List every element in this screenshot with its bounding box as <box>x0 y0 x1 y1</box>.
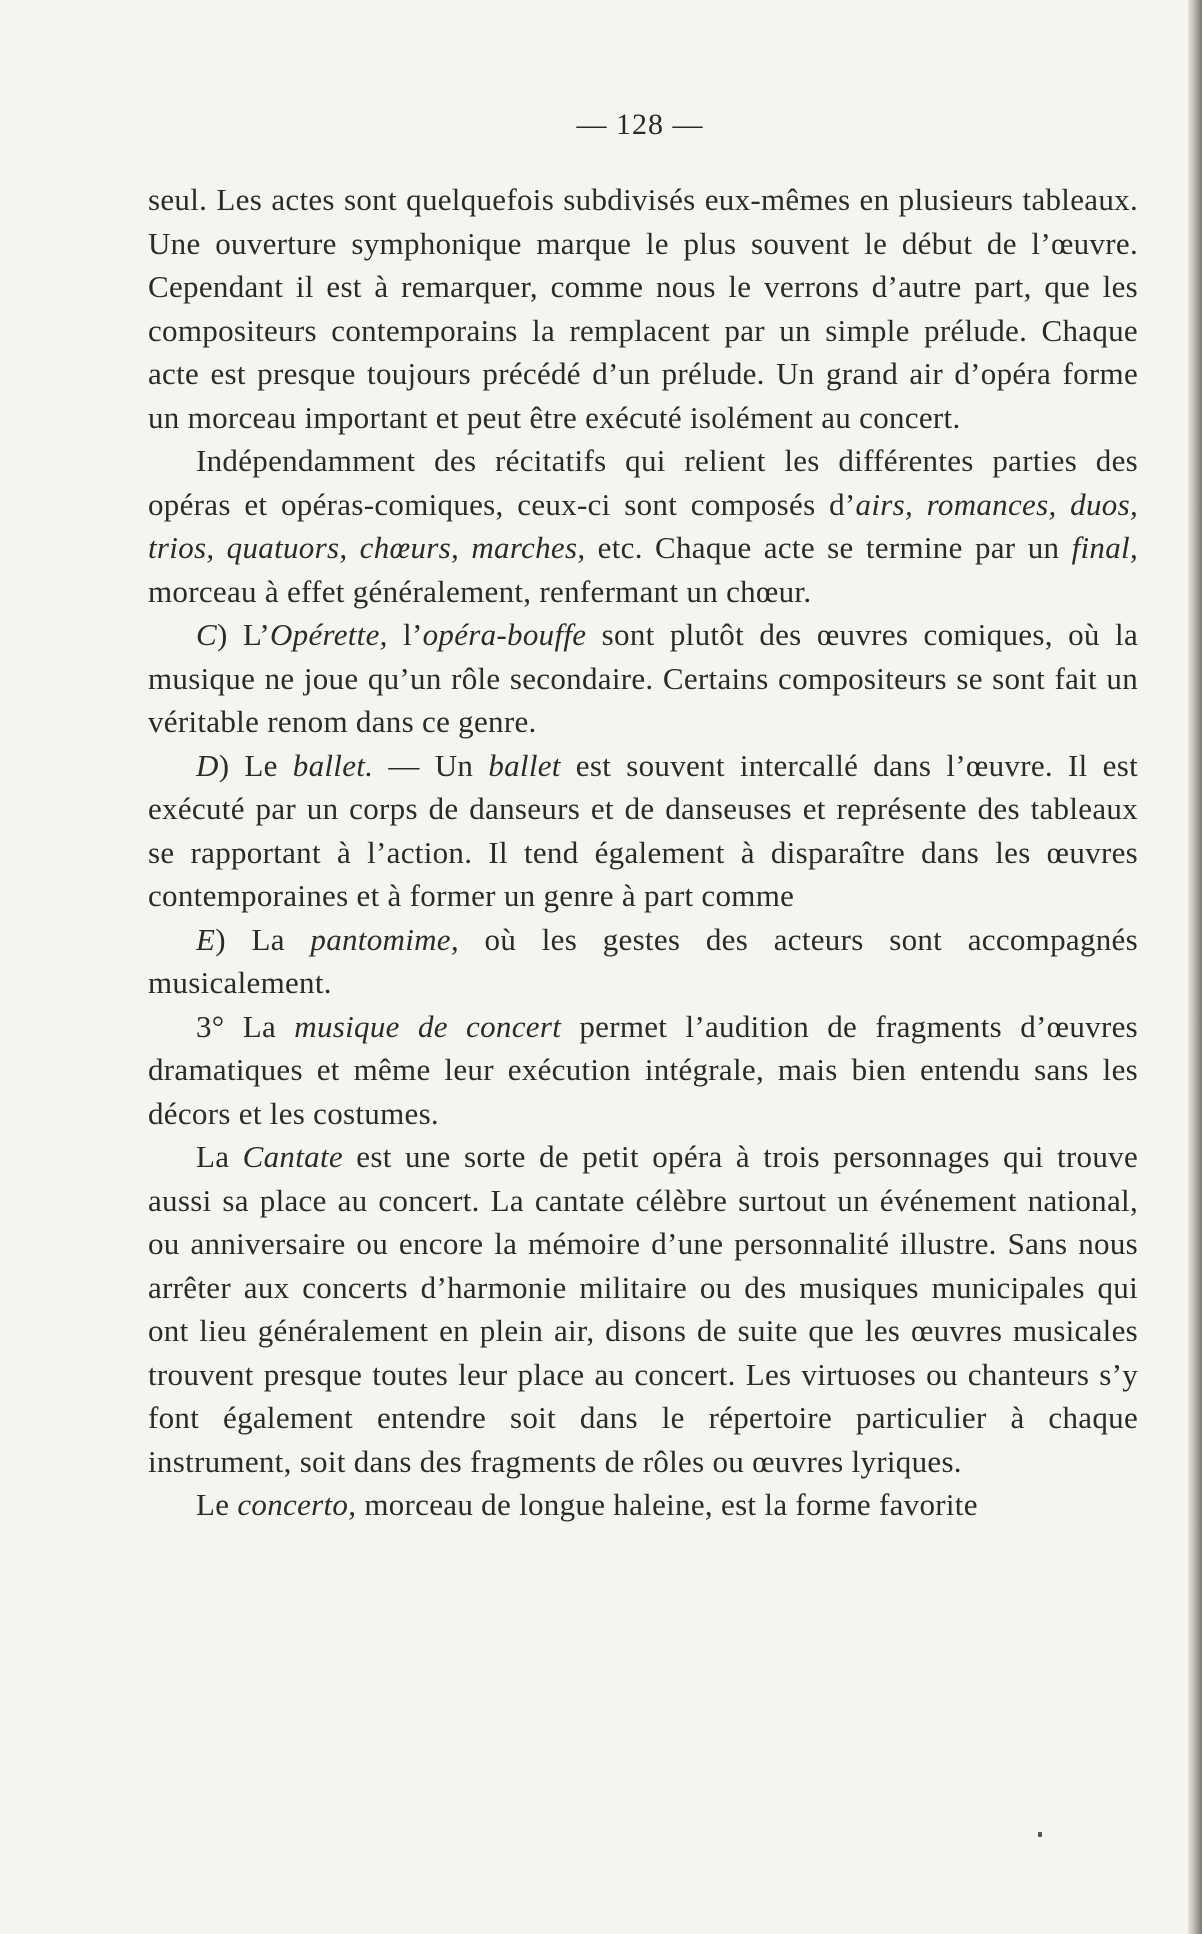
paragraph-p8 <box>148 1483 1138 1527</box>
text-run: Le <box>196 1487 238 1522</box>
text-run: morceau de longue haleine, est la forme favorite <box>356 1487 978 1522</box>
page-number: — 128 — <box>576 108 704 141</box>
italic-term: concerto, <box>237 1487 357 1522</box>
italic-term: ballet. <box>292 747 374 783</box>
paragraph-p2 <box>148 439 1138 613</box>
italic-term: D <box>196 747 219 783</box>
paragraph-p5 <box>148 918 1138 1005</box>
text-run: permet l’audition de fragments d’œuvres dramatiques et même leur exécution intégrale, mais bien entendu sans les décors et les costumes. <box>148 1008 1138 1131</box>
text-run: est souvent intercallé dans l’œuvre. Il est exécuté par un corps de danseurs et de danseuses et représente des tableaux se rapportant à l’action. Il tend également à disparaître dans les œuvres contemporaines et à former un genre à part comme <box>148 747 1138 913</box>
italic-term: E <box>196 921 216 957</box>
text-run: ) La <box>215 921 311 957</box>
text-run: Indépendamment des récitatifs qui relient les différentes parties des opéras et opéras-comiques, ceux-ci sont composés d’ <box>148 443 1138 522</box>
italic-term: pantomime, <box>310 921 459 957</box>
text-run: l’ <box>387 617 423 652</box>
paragraph-p6 <box>148 1005 1138 1136</box>
page-edge-shadow <box>1188 0 1202 1934</box>
paragraph-p3 <box>148 613 1138 744</box>
text-run: etc. Chaque acte se termine par un <box>585 530 1072 565</box>
italic-term: Opérette, <box>269 617 388 652</box>
text-run: ) Le <box>218 747 293 783</box>
paragraph-p7 <box>148 1135 1138 1483</box>
italic-term: C <box>196 617 217 652</box>
italic-term: ballet <box>488 747 561 783</box>
italic-term: opéra-bouffe <box>422 617 587 652</box>
italic-term: Cantate <box>242 1139 343 1174</box>
text-run: La <box>196 1139 243 1174</box>
text-run: seul. Les actes sont quelquefois subdivisés eux-mêmes en plusieurs tableaux. Une ouverture symphonique marque le plus souvent le début de l’œuvre. Cependant il est à remarquer, comme nous le verrons d’autre part, que les compositeurs contemporains la remplacent par un simple prélude. Chaque acte est presque toujours précédé d’un prélude. Un grand air d’opéra forme un morceau important et peut être exécuté isolément au concert. <box>148 182 1138 435</box>
italic-term: final, <box>1071 530 1138 565</box>
text-run: morceau à effet généralement, renfermant un chœur. <box>148 573 812 609</box>
text-run: 3° La <box>196 1008 295 1044</box>
text-run: sont plutôt des œuvres comiques, où la musique ne joue qu’un rôle secondaire. Certains compositeurs se sont fait un véritable renom dans ce genre. <box>148 617 1139 739</box>
italic-term: musique de concert <box>294 1008 562 1044</box>
paragraph-p1 <box>148 178 1138 439</box>
text-run: où les gestes des acteurs sont accompagnés musicalement. <box>148 921 1138 1000</box>
ink-speck <box>1038 1832 1042 1837</box>
text-run: ) L’ <box>216 617 270 652</box>
paragraph-p4 <box>148 744 1138 918</box>
body-text <box>148 178 1138 1527</box>
text-run: — Un <box>373 747 489 783</box>
italic-term: airs, romances, duos, trios, quatuors, chœurs, marches, <box>148 486 1138 565</box>
text-run: est une sorte de petit opéra à trois personnages qui trouve aussi sa place au concert. La cantate célèbre surtout un événement national, ou anniversaire ou encore la mémoire d’une personnalité illustre. Sans nous arrêter aux concerts d’harmonie militaire ou des musiques municipales qui ont lieu généralement en plein air, disons de suite que les œuvres musicales trouvent presque toutes leur place au concert. Les virtuoses ou chanteurs s’y font également entendre soit dans le répertoire particulier à chaque instrument, soit dans des fragments de rôles ou œuvres lyriques. <box>148 1139 1138 1479</box>
